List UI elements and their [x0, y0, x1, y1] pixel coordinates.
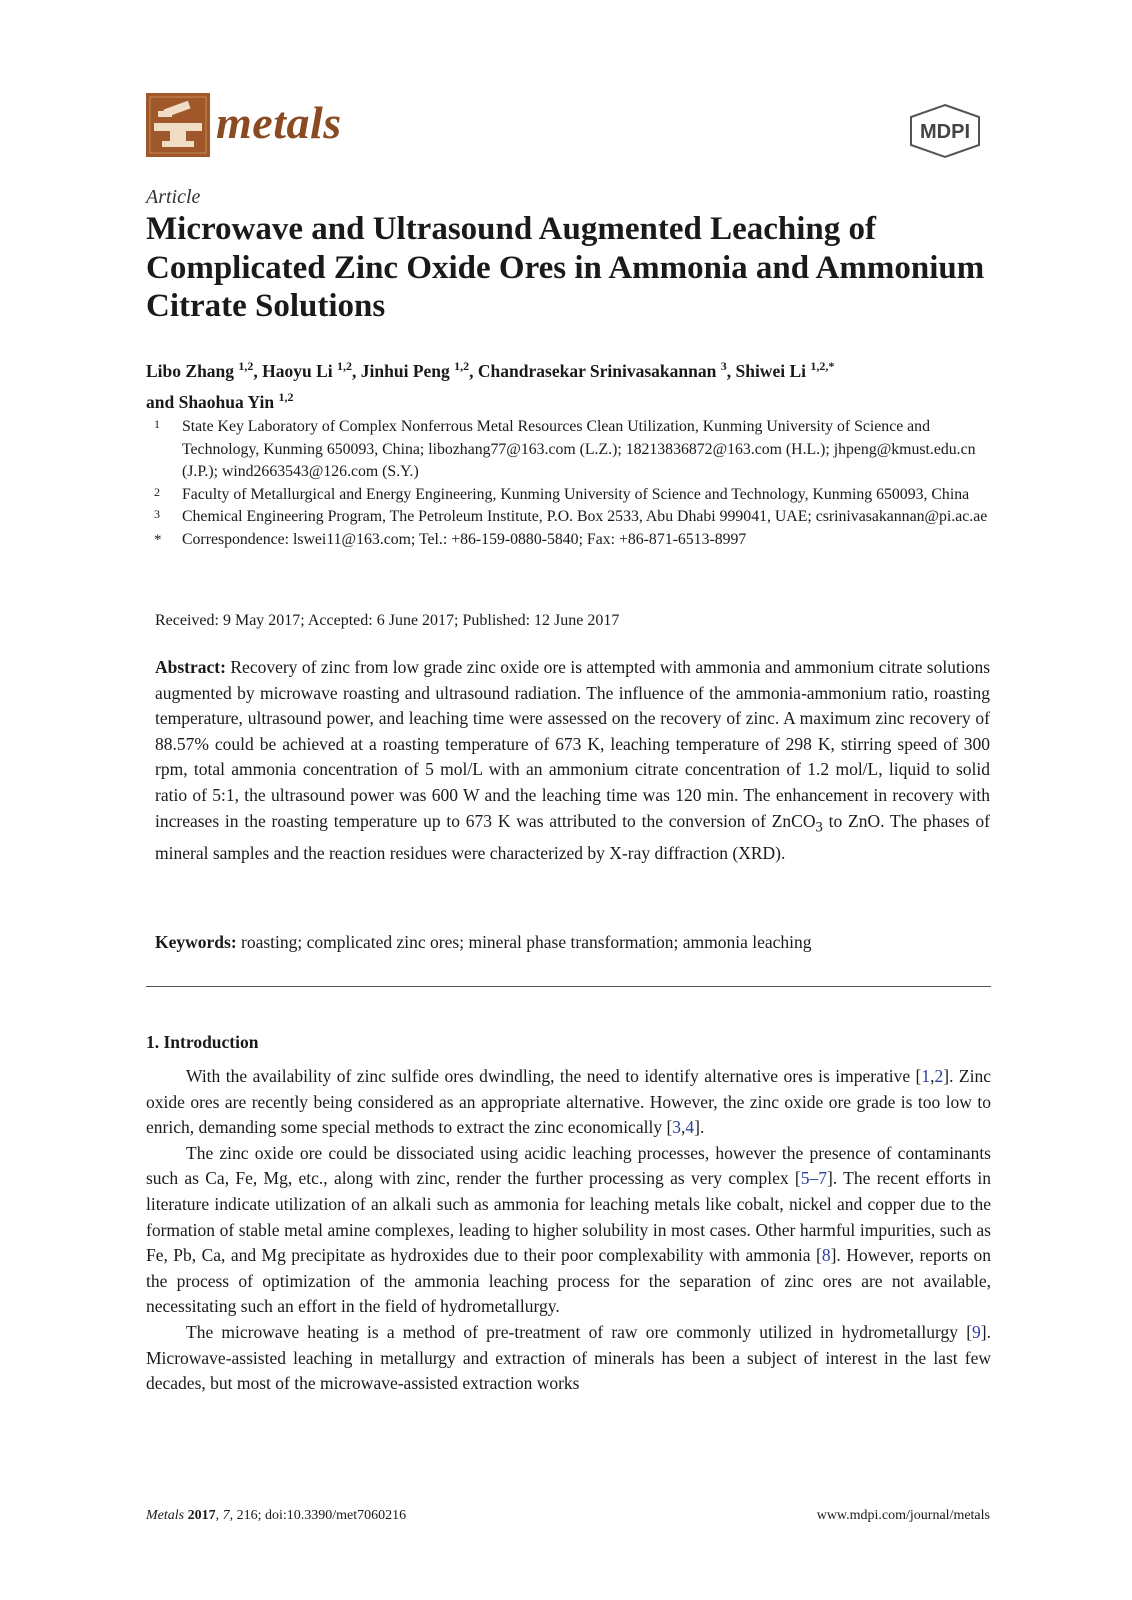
author-affiliation: 3	[720, 359, 727, 373]
paragraph: With the availability of zinc sulfide ores dwindling, the need to identify alternative ores is imperative [1,2]. Zinc oxide ores are recently being considered as an appropriate alternative. However, the zinc oxide ore grade is too low to enrich, demanding some special methods to extract the zinc economically [3,4].	[146, 1066, 991, 1138]
citation-link[interactable]: 1	[921, 1066, 931, 1086]
affiliation-text: Faculty of Metallurgical and Energy Engineering, Kunming University of Science and Technology, Kunming 650093, China	[182, 485, 970, 503]
author-name: Libo Zhang	[146, 360, 235, 381]
subscript: 3	[815, 819, 823, 836]
citation-link[interactable]: 9	[972, 1321, 981, 1342]
author-affiliation: 1,2,*	[810, 359, 835, 373]
affiliation-marker: 1	[154, 417, 160, 431]
citation-link[interactable]: 3	[672, 1117, 682, 1138]
affiliation-item	[154, 416, 994, 484]
author-name: Shiwei Li	[735, 360, 806, 381]
author-list: Libo Zhang $^{1,2}$, Haoyu Li $^{1,2}$, Jinhui Peng $^{1,2}$, Chandrasekar Srinivasakannan $^3$, Shiwei Li $^{1,2,*}$ and Shaohua Yin $^{1,2}$	[146, 359, 835, 412]
authors-joiner: and	[146, 391, 175, 412]
affiliation-text: Chemical Engineering Program, The Petroleum Institute, P.O. Box 2533, Abu Dhabi 999041, UAE; csrinivasakannan@pi.ac.ae	[182, 508, 988, 525]
affiliation-list	[154, 416, 994, 551]
author-affiliation: 1,2	[337, 359, 353, 373]
author-name: Shaohua Yin	[178, 391, 275, 412]
keywords	[155, 932, 990, 953]
journal-name: metals	[216, 97, 342, 148]
article-type: Article	[146, 186, 201, 208]
anvil-hammer-icon	[146, 93, 210, 157]
footer-doi: , 216; doi:10.3390/met7060216	[229, 1508, 407, 1523]
author-name: Jinhui Peng	[360, 360, 450, 381]
keywords-text: roasting; complicated zinc ores; mineral phase transformation; ammonia leaching	[241, 932, 812, 952]
section-heading: 1. Introduction	[146, 1032, 259, 1052]
journal-url[interactable]: www.mdpi.com/journal/metals	[816, 1508, 990, 1523]
paragraph: The zinc oxide ore could be dissociated using acidic leaching processes, however the presence of contaminants such as Ca, Fe, Mg, etc., along with zinc, render the further processing as very complex [5–7]. The recent efforts in literature indicate utilization of an alkali such as ammonia for leaching metals like cobalt, nickel and copper due to the formation of stable metal amine complexes, leading to higher solubility in most cases. Other harmful impurities, such as Fe, Pb, Ca, and Mg precipitate as hydroxides due to their poor complexability with ammonia [8]. However, reports on the process of optimization of the ammonia leaching process for the separation of zinc ores are not available, necessitating such an effort in the field of hydrometallurgy.	[146, 1142, 991, 1317]
author-name: Haoyu Li	[262, 360, 333, 381]
affiliation-item	[154, 506, 994, 529]
mdpi-logo-text: MDPI	[920, 121, 970, 143]
affiliation-marker: 3	[154, 507, 160, 521]
citation-link[interactable]: 2	[934, 1066, 944, 1086]
citation-link[interactable]: 5–7	[800, 1168, 827, 1189]
abstract-label: Abstract:	[155, 657, 226, 677]
author-name: Chandrasekar Srinivasakannan	[477, 360, 717, 381]
citation-link[interactable]: 8	[821, 1245, 831, 1266]
publication-dates: Received: 9 May 2017; Accepted: 6 June 2017; Published: 12 June 2017	[155, 612, 620, 629]
citation-link[interactable]: 4	[685, 1117, 695, 1138]
author-affiliation: 1,2	[278, 389, 294, 404]
section-divider	[146, 986, 991, 987]
correspondence-text: Correspondence: lswei11@163.com; Tel.: +86-159-0880-5840; Fax: +86-871-6513-8997	[182, 530, 747, 548]
body-text	[146, 1064, 991, 1397]
keywords-label: Keywords:	[155, 932, 237, 952]
author-affiliation: 1,2	[238, 359, 254, 373]
abstract	[155, 655, 990, 866]
mdpi-logo	[905, 103, 985, 159]
paper-title: Microwave and Ultrasound Augmented Leaching of Complicated Zinc Oxide Ores in Ammonia and Ammonium Citrate Solutions	[146, 211, 985, 324]
abstract-text: Recovery of zinc from low grade zinc oxide ore is attempted with ammonia and ammonium citrate solutions augmented by microwave roasting and ultrasound radiation. The influence of the ammonia-ammonium ratio, roasting temperature, ultrasound power, and leaching time were assessed on the recovery of zinc. A maximum zinc recovery of 88.57% could be achieved at a roasting temperature of 673 K, leaching temperature of 298 K, stirring speed of 300 rpm, total ammonia concentration of 5 mol/L with an ammonium citrate concentration of 1.2 mol/L, liquid to solid ratio of 5:1, the ultrasound power was 600 W and the leaching time was 120 min. The enhancement in recovery with increases in the roasting temperature up to 673 K was attributed to the conversion of ZnCO	[155, 657, 991, 831]
affiliation-item	[154, 529, 994, 552]
abstract-text: to ZnO. The phases of mineral samples and the reaction residues were characterized by X-ray diffraction (XRD).	[155, 810, 990, 863]
footer-volume: 7	[222, 1508, 230, 1523]
affiliation-marker: *	[154, 531, 162, 548]
author-affiliation: 1,2	[454, 359, 470, 373]
affiliation-item	[154, 484, 994, 507]
affiliation-text: State Key Laboratory of Complex Nonferrous Metal Resources Clean Utilization, Kunming University of Science and Technology, Kunming 650093, China; libozhang77@163.com (L.Z.); 18213836872@163.com (H.L.); jhpeng@kmust.edu.cn (J.P.); wind2663543@126.com (S.Y.)	[182, 418, 976, 480]
footer-journal: Metals	[146, 1508, 185, 1523]
footer-year: 2017	[187, 1508, 216, 1523]
paragraph: The microwave heating is a method of pre-treatment of raw ore commonly utilized in hydrometallurgy [9]. Microwave-assisted leaching in metallurgy and extraction of minerals has been a subject of interest in the last few decades, but most of the microwave-assisted extraction works	[146, 1321, 991, 1394]
affiliation-marker: 2	[154, 484, 160, 499]
citation-footer: Metals 2017, 7, 216; doi:10.3390/met7060216	[146, 1508, 407, 1523]
